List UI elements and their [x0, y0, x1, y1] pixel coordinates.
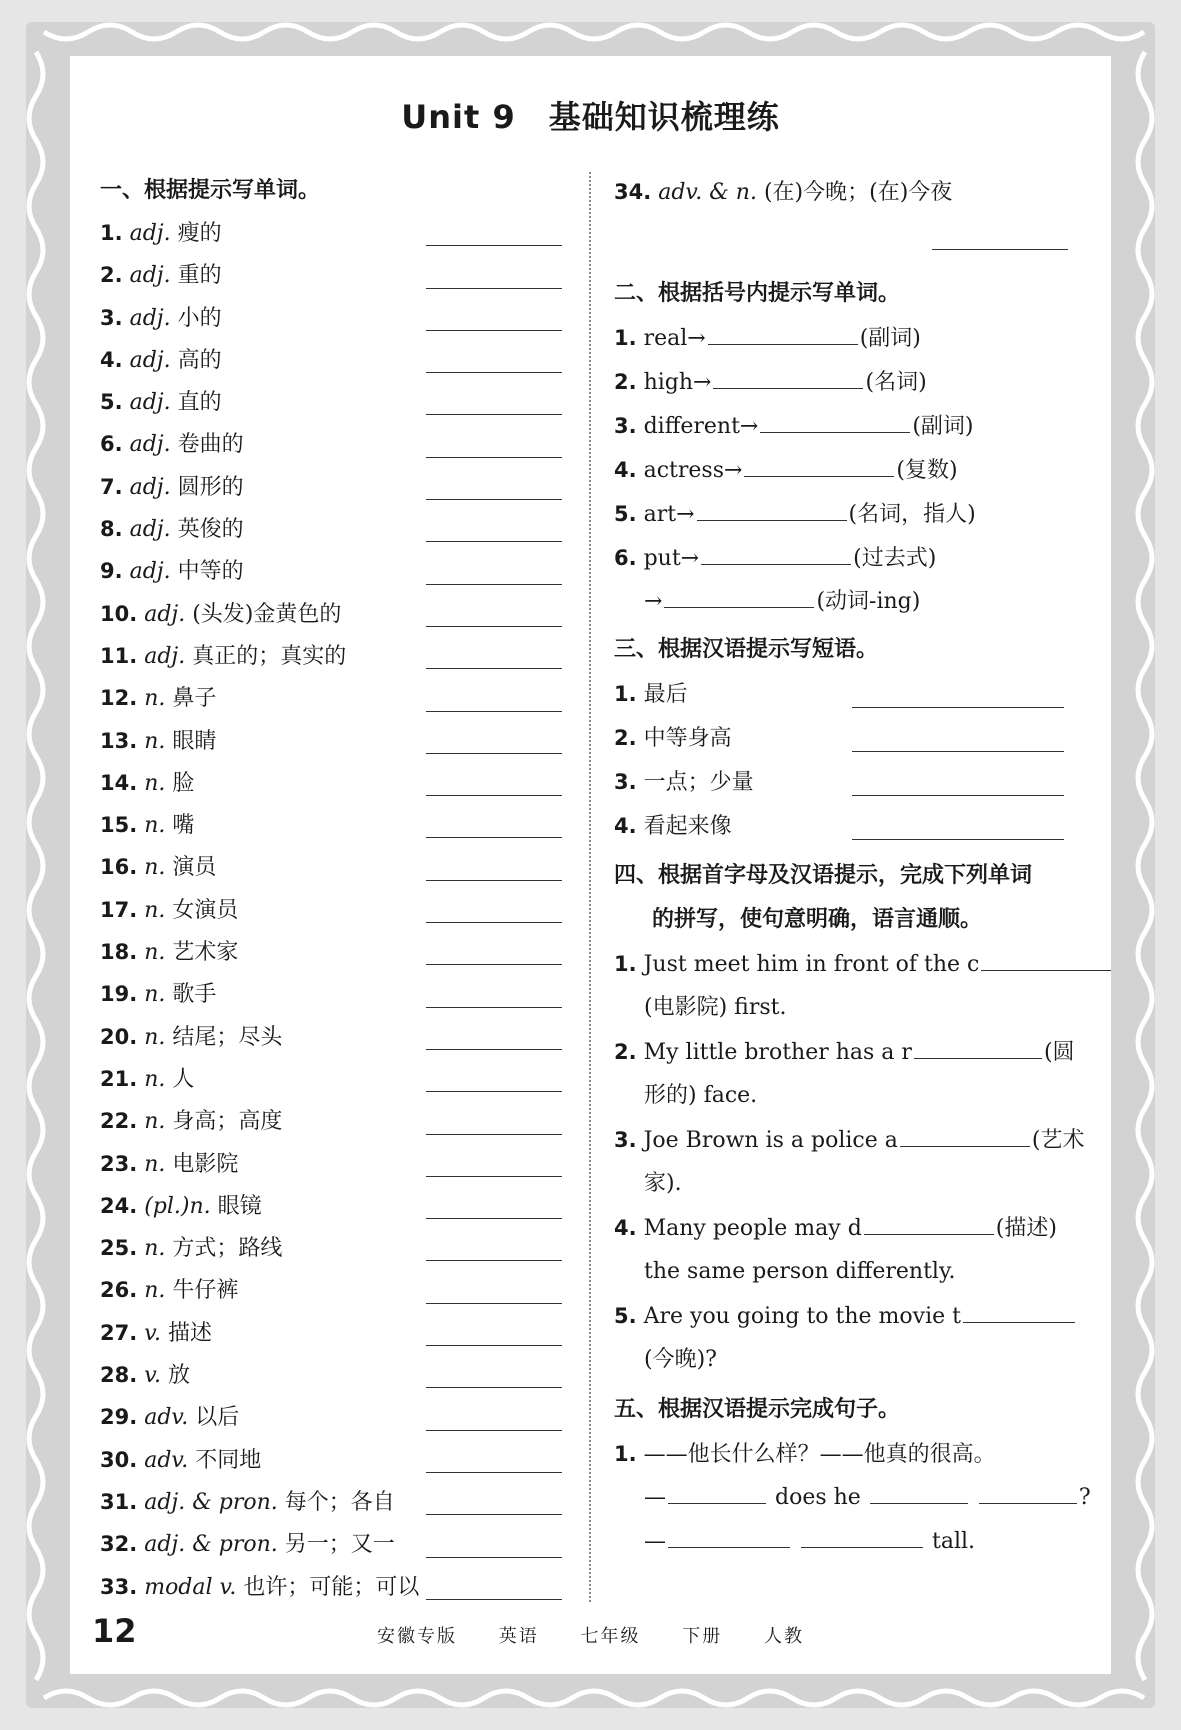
- item-number: 16.: [100, 855, 138, 880]
- part-of-speech: adj.: [129, 559, 171, 585]
- sentence-part: 形的) face.: [644, 1083, 758, 1108]
- s1-item: [100, 762, 562, 804]
- sentence-part: does he: [775, 1485, 861, 1510]
- item-hint: 眼睛: [172, 728, 217, 754]
- base-word: art→: [643, 502, 695, 527]
- item-hint: (过去式): [853, 546, 937, 571]
- item-number: 22.: [100, 1109, 138, 1134]
- part-of-speech: n.: [144, 728, 166, 754]
- s3-item: [614, 760, 1080, 804]
- answer-blank[interactable]: [426, 1557, 562, 1558]
- part-of-speech: n.: [144, 686, 166, 712]
- part-of-speech: adv.: [144, 1447, 189, 1473]
- part-of-speech: n.: [144, 1278, 166, 1304]
- item-number: 27.: [100, 1320, 138, 1345]
- page-number: 12: [92, 1612, 137, 1650]
- s2-item: [614, 536, 1080, 580]
- part-of-speech: adj.: [144, 601, 186, 627]
- item-hint: 结尾；尽头: [172, 1024, 283, 1050]
- item-number: 3.: [614, 770, 637, 794]
- answer-blank[interactable]: [713, 362, 863, 389]
- item-hint: 一点；少量: [643, 770, 754, 795]
- part-of-speech: adj.: [129, 390, 171, 416]
- item-hint: 每个；各自: [284, 1489, 395, 1515]
- item-number: 2.: [100, 263, 123, 288]
- sentence-hint: (描述): [995, 1216, 1057, 1241]
- answer-blank[interactable]: [864, 1208, 994, 1235]
- s1-item: [100, 1269, 562, 1311]
- item-hint: 卷曲的: [177, 432, 244, 458]
- item-hint: 电影院: [172, 1151, 239, 1177]
- item-number: 21.: [100, 1066, 138, 1091]
- s1-item: [100, 212, 562, 254]
- answer-blank[interactable]: [701, 538, 851, 565]
- s1-item: [100, 1354, 562, 1396]
- answer-blank[interactable]: [426, 922, 562, 923]
- s1-item: [100, 973, 562, 1015]
- item-number: 8.: [100, 517, 123, 542]
- s2-item-6b: [614, 580, 1080, 624]
- item-number: 5.: [100, 390, 123, 415]
- item-number: 1.: [100, 221, 123, 245]
- s1-item: [100, 720, 562, 762]
- part-of-speech: adj.: [129, 305, 171, 331]
- s3-item: [614, 672, 1080, 716]
- answer-blank[interactable]: [760, 406, 910, 433]
- s5-item-line3: [614, 1520, 1080, 1564]
- item-number: 4.: [614, 814, 637, 838]
- column-divider: [589, 172, 591, 1602]
- item-number: 9.: [100, 559, 123, 584]
- item-hint: 直的: [177, 390, 222, 416]
- item-number: 11.: [100, 643, 138, 668]
- part-of-speech: n.: [144, 897, 166, 923]
- part-of-speech: v.: [144, 1320, 162, 1346]
- s1-item: [100, 1523, 562, 1565]
- item-hint: 英俊的: [177, 517, 244, 543]
- item-hint: (复数): [896, 458, 958, 483]
- item-hint: 人: [172, 1066, 195, 1092]
- s1-item: [100, 297, 562, 339]
- answer-blank[interactable]: [426, 245, 562, 246]
- answer-blank[interactable]: [426, 837, 562, 838]
- item-hint: 也许；可能；可以: [243, 1574, 420, 1600]
- s1-item: [100, 1058, 562, 1100]
- item-hint: 演员: [172, 855, 217, 881]
- footer-publisher: 人教: [763, 1626, 804, 1647]
- section-3-heading: 三、根据汉语提示写短语。: [614, 637, 879, 662]
- s1-item: [100, 846, 562, 888]
- answer-blank[interactable]: [852, 795, 1064, 796]
- s3-item: [614, 804, 1080, 848]
- section-4-heading: 四、根据首字母及汉语提示，完成下列单词: [614, 863, 1033, 888]
- item-hint: 放: [168, 1363, 191, 1389]
- answer-blank[interactable]: [426, 753, 562, 754]
- item-hint: (头发)金黄色的: [192, 601, 342, 627]
- answer-blank[interactable]: [426, 1472, 562, 1473]
- part-of-speech: adv.: [144, 1405, 189, 1431]
- answer-blank[interactable]: [426, 457, 562, 458]
- item-number: 5.: [614, 502, 637, 526]
- dash: —: [644, 1485, 666, 1510]
- part-of-speech: adj.: [129, 347, 171, 373]
- item-hint: 描述: [168, 1320, 213, 1346]
- item-number: 3.: [614, 1128, 637, 1152]
- sentence-part: Joe Brown is a police a: [643, 1128, 898, 1153]
- s2-item: [614, 448, 1080, 492]
- answer-blank[interactable]: [426, 1049, 562, 1050]
- section-4-heading-cont: 的拼写，使句意明确，语言通顺。: [652, 907, 983, 932]
- s2-item: [614, 492, 1080, 536]
- answer-blank[interactable]: [426, 414, 562, 415]
- sentence-hint: (圆: [1043, 1040, 1075, 1065]
- part-of-speech: adj.: [129, 263, 171, 289]
- item-number: 15.: [100, 813, 138, 838]
- item-hint: (在)今晚；(在)今夜: [763, 180, 953, 205]
- item-number: 4.: [614, 1216, 637, 1240]
- part-of-speech: v.: [144, 1363, 162, 1389]
- left-column: [100, 170, 562, 1608]
- sentence-part: Many people may d: [643, 1216, 862, 1241]
- item-number: 6.: [614, 546, 637, 570]
- s2-item: [614, 360, 1080, 404]
- s4-item: [614, 1118, 1085, 1162]
- item-hint: 圆形的: [177, 474, 244, 500]
- dialogue-prompt: ——他长什么样？——他真的很高。: [643, 1442, 996, 1467]
- s1-item: [100, 339, 562, 381]
- item-hint: 牛仔裤: [172, 1278, 239, 1304]
- answer-blank[interactable]: [963, 1296, 1075, 1323]
- item-number: 32.: [100, 1532, 138, 1557]
- s1-item: [100, 1016, 562, 1058]
- footer-edition: 安徽专版: [377, 1626, 458, 1647]
- s4-item-cont: [614, 986, 1080, 1030]
- part-of-speech: n.: [144, 1109, 166, 1135]
- answer-blank[interactable]: [426, 880, 562, 881]
- s1-item: [100, 254, 562, 296]
- item-number: 2.: [614, 370, 637, 394]
- item-number: 23.: [100, 1151, 138, 1176]
- answer-blank[interactable]: [426, 499, 562, 500]
- answer-blank[interactable]: [668, 1521, 790, 1548]
- answer-blank[interactable]: [870, 1477, 968, 1504]
- part-of-speech: n.: [144, 940, 166, 966]
- item-hint: 高的: [177, 347, 222, 373]
- answer-blank[interactable]: [426, 541, 562, 542]
- item-number: 13.: [100, 728, 138, 753]
- part-of-speech: n.: [144, 770, 166, 796]
- right-column: [614, 170, 1091, 1564]
- s2-item: [614, 404, 1080, 448]
- item-hint: 另一；又一: [284, 1532, 395, 1558]
- part-of-speech: (pl.)n.: [144, 1193, 211, 1219]
- item-hint: 艺术家: [172, 940, 239, 966]
- sentence-part: Just meet him in front of the c: [643, 952, 980, 977]
- item-number: 6.: [100, 432, 123, 457]
- footer-subject: 英语: [498, 1626, 539, 1647]
- s1-item: [100, 593, 562, 635]
- part-of-speech: n.: [144, 813, 166, 839]
- answer-blank[interactable]: [852, 839, 1064, 840]
- item-hint: (名词，指人): [848, 502, 976, 527]
- s1-item: [100, 423, 562, 465]
- item-number: 29.: [100, 1405, 138, 1430]
- s1-item: [100, 466, 562, 508]
- item-number: 33.: [100, 1574, 138, 1599]
- answer-blank[interactable]: [914, 1032, 1042, 1059]
- item-number: 1.: [614, 952, 637, 976]
- item-number: 26.: [100, 1278, 138, 1303]
- answer-blank[interactable]: [426, 795, 562, 796]
- s1-item: [100, 1566, 562, 1608]
- answer-blank[interactable]: [852, 751, 1064, 752]
- item-number: 5.: [614, 1304, 637, 1328]
- sentence-hint: (艺术: [1031, 1128, 1085, 1153]
- item-hint: 看起来像: [643, 814, 732, 839]
- answer-blank[interactable]: [426, 1260, 562, 1261]
- s4-item: [614, 1294, 1080, 1338]
- item-hint: 中等身高: [643, 726, 732, 751]
- item-hint: 最后: [643, 682, 688, 707]
- item-number: 19.: [100, 982, 138, 1007]
- item-number: 1.: [614, 682, 637, 706]
- sentence-part: (今晚)?: [644, 1347, 717, 1372]
- s4-item-cont: [614, 1338, 1080, 1382]
- base-word: put→: [643, 546, 700, 571]
- sentence-part: Are you going to the movie t: [643, 1304, 961, 1329]
- base-word: actress→: [643, 458, 743, 483]
- answer-blank[interactable]: [900, 1120, 1030, 1147]
- item-number: 14.: [100, 770, 138, 795]
- s4-item: [614, 1206, 1080, 1250]
- answer-blank[interactable]: [426, 1091, 562, 1092]
- answer-blank[interactable]: [668, 1477, 766, 1504]
- s1-item: [100, 1227, 562, 1269]
- answer-blank[interactable]: [426, 1303, 562, 1304]
- answer-blank[interactable]: [852, 707, 1064, 708]
- item-number: 18.: [100, 940, 138, 965]
- s5-item: [614, 1432, 1080, 1476]
- item-number: 12.: [100, 686, 138, 711]
- item-number: 10.: [100, 601, 138, 626]
- s3-item: [614, 716, 1080, 760]
- answer-blank[interactable]: [426, 288, 562, 289]
- s1-item: [100, 677, 562, 719]
- sentence-part: My little brother has a r: [643, 1040, 912, 1065]
- sentence-part: ?: [1078, 1485, 1091, 1510]
- item-hint: 瘦的: [177, 221, 222, 246]
- answer-blank[interactable]: [426, 1134, 562, 1135]
- item-number: 20.: [100, 1024, 138, 1049]
- s1-item: [100, 1143, 562, 1185]
- answer-blank[interactable]: [744, 450, 894, 477]
- part-of-speech: n.: [144, 1236, 166, 1262]
- item-number: 2.: [614, 726, 637, 750]
- s5-item-line2: [614, 1476, 1091, 1520]
- item-number: 24.: [100, 1193, 138, 1218]
- item-hint: (动词-ing): [816, 589, 921, 614]
- part-of-speech: n.: [144, 855, 166, 881]
- footer-grade: 七年级: [580, 1626, 641, 1647]
- answer-blank[interactable]: [981, 944, 1111, 971]
- answer-blank[interactable]: [426, 1176, 562, 1177]
- s1-item: [100, 1439, 562, 1481]
- item-hint: 方式；路线: [172, 1236, 283, 1262]
- part-of-speech: adj. & pron.: [144, 1489, 278, 1515]
- s1-item: [100, 1481, 562, 1523]
- part-of-speech: adj.: [129, 221, 171, 246]
- item-number: 3.: [100, 305, 123, 330]
- part-of-speech: adv. & n.: [658, 180, 757, 205]
- item-hint: (名词): [865, 370, 927, 395]
- part-of-speech: adj.: [129, 432, 171, 458]
- item-hint: 嘴: [172, 813, 195, 839]
- item-number: 1.: [614, 326, 637, 350]
- item-hint: 歌手: [172, 982, 217, 1008]
- item-hint: 真正的；真实的: [192, 643, 347, 669]
- answer-blank[interactable]: [426, 372, 562, 373]
- answer-blank[interactable]: [426, 668, 562, 669]
- s1-item: [100, 931, 562, 973]
- s1-item: [100, 550, 562, 592]
- s1-item: [100, 1312, 562, 1354]
- item-number: 30.: [100, 1447, 138, 1472]
- part-of-speech: adj. & pron.: [144, 1532, 278, 1558]
- item-hint: 身高；高度: [172, 1109, 283, 1135]
- item-number: 1.: [614, 1442, 637, 1466]
- item-number: 7.: [100, 474, 123, 499]
- base-word: different→: [643, 414, 759, 439]
- item-hint: (副词): [912, 414, 974, 439]
- arrow: →: [644, 589, 663, 614]
- answer-blank[interactable]: [426, 1387, 562, 1388]
- answer-blank[interactable]: [664, 581, 814, 608]
- item-number: 31.: [100, 1489, 138, 1514]
- footer-info: [0, 1622, 1181, 1648]
- answer-blank[interactable]: [426, 1007, 562, 1008]
- answer-blank[interactable]: [932, 249, 1068, 250]
- section-2-heading: 二、根据括号内提示写单词。: [614, 281, 901, 306]
- answer-blank[interactable]: [426, 1430, 562, 1431]
- section-1-list: [100, 212, 562, 1608]
- answer-blank[interactable]: [697, 494, 847, 521]
- sentence-part: (电影院) first.: [644, 995, 787, 1020]
- part-of-speech: n.: [144, 1151, 166, 1177]
- s1-item: [100, 1185, 562, 1227]
- item-number: 4.: [614, 458, 637, 482]
- item-hint: 眼镜: [217, 1193, 262, 1219]
- s2-item: [614, 316, 1080, 360]
- s1-item-34-answer: [614, 214, 1080, 258]
- item-hint: 脸: [172, 770, 195, 796]
- s4-item-cont: [614, 1162, 1080, 1206]
- s1-item: [100, 1100, 562, 1142]
- item-number: 25.: [100, 1236, 138, 1261]
- item-hint: 重的: [177, 263, 222, 289]
- part-of-speech: n.: [144, 1024, 166, 1050]
- item-hint: 小的: [177, 305, 222, 331]
- answer-blank[interactable]: [426, 711, 562, 712]
- item-hint: 鼻子: [172, 686, 217, 712]
- answer-blank[interactable]: [426, 626, 562, 627]
- base-word: real→: [643, 326, 706, 351]
- answer-blank[interactable]: [426, 1514, 562, 1515]
- item-hint: 以后: [195, 1405, 240, 1431]
- section-1-heading: 一、根据提示写单词。: [100, 178, 321, 203]
- answer-blank[interactable]: [426, 330, 562, 331]
- answer-blank[interactable]: [426, 964, 562, 965]
- s1-item: [100, 508, 562, 550]
- dash: —: [644, 1529, 666, 1554]
- item-number: 17.: [100, 897, 138, 922]
- item-hint: 中等的: [177, 559, 244, 585]
- part-of-speech: adj.: [144, 643, 186, 669]
- part-of-speech: n.: [144, 982, 166, 1008]
- footer-volume: 下册: [682, 1626, 723, 1647]
- s1-item: [100, 635, 562, 677]
- base-word: high→: [643, 370, 712, 395]
- answer-blank[interactable]: [979, 1477, 1077, 1504]
- s4-item: [614, 1030, 1080, 1074]
- answer-blank[interactable]: [708, 318, 858, 345]
- item-number: 28.: [100, 1363, 138, 1388]
- s1-item: [100, 804, 562, 846]
- page-title: Unit 9 基础知识梳理练: [401, 98, 780, 136]
- answer-blank[interactable]: [426, 584, 562, 585]
- s1-item-34: [614, 170, 1080, 214]
- answer-blank[interactable]: [426, 1345, 562, 1346]
- part-of-speech: adj.: [129, 517, 171, 543]
- answer-blank[interactable]: [426, 1599, 562, 1600]
- item-number: 4.: [100, 347, 123, 372]
- sentence-part: 家).: [644, 1171, 682, 1196]
- s1-item: [100, 1396, 562, 1438]
- sentence-part: tall.: [932, 1529, 976, 1554]
- item-hint: 女演员: [172, 897, 239, 923]
- s4-item-cont: [614, 1250, 1080, 1294]
- part-of-speech: n.: [144, 1066, 166, 1092]
- s4-item-cont: [614, 1074, 1080, 1118]
- s1-item: [100, 889, 562, 931]
- s1-item: [100, 381, 562, 423]
- sentence-part: the same person differently.: [644, 1259, 956, 1284]
- part-of-speech: modal v.: [144, 1574, 237, 1600]
- answer-blank[interactable]: [801, 1521, 923, 1548]
- item-hint: 不同地: [195, 1447, 262, 1473]
- answer-blank[interactable]: [426, 1218, 562, 1219]
- s4-item: [614, 942, 1080, 986]
- section-5-heading: 五、根据汉语提示完成句子。: [614, 1397, 901, 1422]
- part-of-speech: adj.: [129, 474, 171, 500]
- item-number: 2.: [614, 1040, 637, 1064]
- item-number: 34.: [614, 180, 652, 204]
- item-number: 3.: [614, 414, 637, 438]
- item-hint: (副词): [859, 326, 921, 351]
